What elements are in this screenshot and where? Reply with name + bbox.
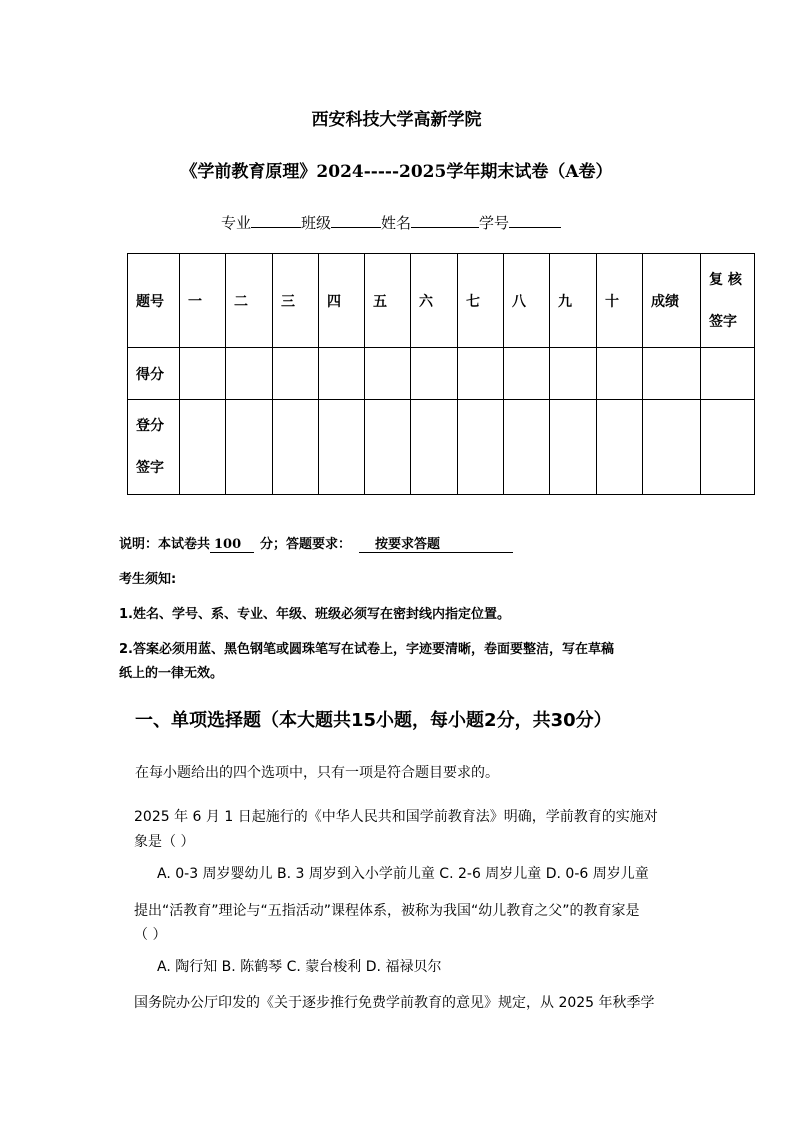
score-cell[interactable] [550, 348, 597, 400]
column-header: 四 [319, 254, 365, 348]
name-blank[interactable] [411, 211, 479, 228]
sign-cell[interactable] [273, 400, 319, 495]
question-2: 提出“活教育”理论与“五指活动”课程体系，被称为我国“幼儿教育之父”的教育家是 [134, 903, 640, 919]
sign-cell[interactable] [597, 400, 643, 495]
score-cell[interactable] [701, 348, 755, 400]
score-cell[interactable] [411, 348, 458, 400]
column-header: 一 [180, 254, 226, 348]
sign-cell[interactable] [504, 400, 550, 495]
score-cell[interactable] [458, 348, 504, 400]
column-header: 六 [411, 254, 458, 348]
column-header: 十 [597, 254, 643, 348]
notice-rule-1: 1.姓名、学号、系、专业、年级、班级必须写在密封线内指定位置。 [119, 607, 510, 622]
answer-requirement: 按要求答题 [359, 533, 513, 553]
sign-cell[interactable] [365, 400, 411, 495]
table-row [128, 400, 755, 495]
desc-prefix: 说明：本试卷共 [119, 537, 211, 552]
field-label-major: 专业 [221, 214, 252, 232]
column-header: 二 [226, 254, 273, 348]
question-2-cont: （ ） [134, 927, 167, 943]
table-row [128, 254, 755, 348]
sign-cell[interactable] [701, 400, 755, 495]
sign-cell[interactable] [550, 400, 597, 495]
sign-cell[interactable] [180, 400, 226, 495]
section-instruction: 在每小题给出的四个选项中，只有一项是符合题目要求的。 [135, 765, 499, 781]
field-label-class: 班级 [301, 214, 332, 232]
sign-cell[interactable] [411, 400, 458, 495]
question-1-options: A. 0-3 周岁婴幼儿 B. 3 周岁到入小学前儿童 C. 2-6 周岁儿童 D. 0-6 周岁儿童 [157, 866, 649, 882]
desc-suffix: 分；答题要求： [260, 537, 352, 552]
question-1-cont: 象是（ ） [134, 834, 195, 850]
column-header: 九 [550, 254, 597, 348]
column-header: 复 核 签字 [701, 254, 755, 348]
score-cell[interactable] [365, 348, 411, 400]
exam-description [119, 533, 513, 553]
row-header: 题号 [128, 254, 180, 348]
column-header: 八 [504, 254, 550, 348]
score-cell[interactable] [319, 348, 365, 400]
score-cell[interactable] [504, 348, 550, 400]
row-header: 得分 [128, 348, 180, 400]
column-header: 三 [273, 254, 319, 348]
table-row [128, 348, 755, 400]
notice-heading: 考生须知: [119, 572, 177, 587]
column-header: 成绩 [643, 254, 701, 348]
row-header: 登分签字 [128, 400, 180, 495]
sign-cell[interactable] [319, 400, 365, 495]
column-header: 七 [458, 254, 504, 348]
exam-title: 《学前教育原理》2024-----2025学年期末试卷（A卷） [180, 162, 613, 182]
score-cell[interactable] [273, 348, 319, 400]
field-label-name: 姓名 [381, 214, 412, 232]
score-cell[interactable] [226, 348, 273, 400]
major-blank[interactable] [251, 211, 301, 228]
sign-cell[interactable] [643, 400, 701, 495]
question-3: 国务院办公厅印发的《关于逐步推行免费学前教育的意见》规定，从 2025 年秋季学 [134, 995, 655, 1011]
question-2-options: A. 陶行知 B. 陈鹤琴 C. 蒙台梭利 D. 福禄贝尔 [157, 959, 442, 975]
class-blank[interactable] [331, 211, 381, 228]
score-cell[interactable] [597, 348, 643, 400]
school-name: 西安科技大学高新学院 [311, 110, 482, 130]
notice-rule-2: 2.答案必须用蓝、黑色钢笔或圆珠笔写在试卷上，字迹要清晰，卷面要整洁，写在草稿 [119, 642, 614, 657]
sign-cell[interactable] [458, 400, 504, 495]
notice-rule-2-cont: 纸上的一律无效。 [119, 666, 224, 681]
score-table [127, 253, 755, 495]
score-cell[interactable] [180, 348, 226, 400]
question-1: 2025 年 6 月 1 日起施行的《中华人民共和国学前教育法》明确，学前教育的实施对 [134, 809, 658, 825]
section-title: 一、单项选择题（本大题共15小题，每小题2分，共30分） [135, 710, 612, 731]
score-cell[interactable] [643, 348, 701, 400]
sign-cell[interactable] [226, 400, 273, 495]
student-info-line [221, 211, 561, 233]
total-score: 100 [210, 537, 254, 553]
field-label-id: 学号 [479, 214, 510, 232]
column-header: 五 [365, 254, 411, 348]
id-blank[interactable] [509, 211, 561, 228]
